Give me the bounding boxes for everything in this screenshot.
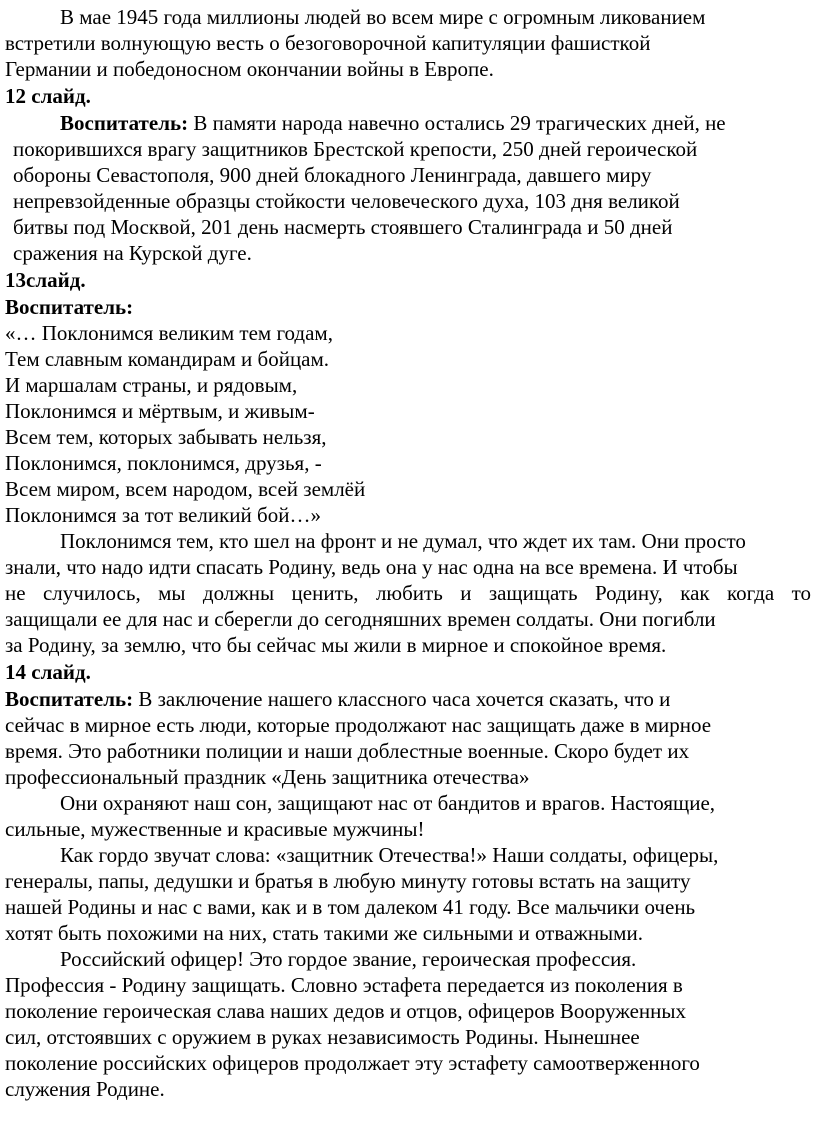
text-line: время. Это работники полиции и наши доблестные военные. Скоро будет их xyxy=(5,739,690,763)
text-line: сил, отстоявших с оружием в руках независимость Родины. Нынешнее xyxy=(5,1025,640,1049)
text-span: В памяти народа навечно остались 29 трагических дней, не xyxy=(188,111,726,135)
text-line: Поклонимся тем, кто шел на фронт и не думал, что ждет их там. Они просто xyxy=(60,529,746,553)
poem-line: «… Поклонимся великим тем годам, xyxy=(5,321,333,345)
poem-line: Поклонимся и мёртвым, и живым- xyxy=(5,399,315,423)
text-line: поколение героическая слава наших дедов и отцов, офицеров Вооруженных xyxy=(5,999,687,1023)
text-line xyxy=(60,110,726,136)
text-line: профессиональный праздник «День защитника отечества» xyxy=(5,765,530,789)
text-line: защищали ее для нас и сберегли до сегодняшних времен солдаты. Они погибли xyxy=(5,607,716,631)
text-line: Как гордо звучат слова: «защитник Отечества!» Наши солдаты, офицеры, xyxy=(60,843,719,867)
text-line: встретили волнующую весть о безоговорочной капитуляции фашисткой xyxy=(5,31,651,55)
text-line: за Родину, за землю, что бы сейчас мы жили в мирное и спокойное время. xyxy=(5,633,667,657)
text-line: обороны Севастополя, 900 дней блокадного Ленинграда, давшего миру xyxy=(13,163,652,187)
text-line: нашей Родины и нас с вами, как и в том далеком 41 году. Все мальчики очень xyxy=(5,895,696,919)
poem-line: Всем тем, которых забывать нельзя, xyxy=(5,425,327,449)
text-line: генералы, папы, дедушки и братья в любую минуту готовы встать на защиту xyxy=(5,869,691,893)
text-line: служения Родине. xyxy=(5,1077,165,1101)
text-line: непревзойденные образцы стойкости человеческого духа, 103 дня великой xyxy=(13,189,680,213)
text-line: поколение российских офицеров продолжает эту эстафету самоотверженного xyxy=(5,1051,700,1075)
poem-line: Поклонимся за тот великий бой…» xyxy=(5,503,321,527)
text-line: хотят быть похожими на них, стать такими же сильными и отважными. xyxy=(5,921,643,945)
text-line: Они охраняют наш сон, защищают нас от бандитов и врагов. Настоящие, xyxy=(60,791,716,815)
text-line: сейчас в мирное есть люди, которые продолжают нас защищать даже в мирное xyxy=(5,713,712,737)
slide-heading: 13слайд. xyxy=(5,268,86,292)
text-line: сражения на Курской дуге. xyxy=(13,241,252,265)
text-line: не случилось, мы должны ценить, любить и защищать Родину, как когда то xyxy=(5,581,811,605)
text-line: покорившихся врагу защитников Брестской крепости, 250 дней героической xyxy=(13,137,698,161)
speaker-label: Воспитатель: xyxy=(5,295,134,319)
speaker-label: Воспитатель: xyxy=(60,111,189,135)
text-span: В заключение нашего классного часа хочется сказать, что и xyxy=(133,687,671,711)
poem-line: И маршалам страны, и рядовым, xyxy=(5,373,298,397)
text-line: знали, что надо идти спасать Родину, ведь она у нас одна на все времена. И чтобы xyxy=(5,555,738,579)
speaker-label: Воспитатель: xyxy=(5,687,134,711)
poem-line: Тем славным командирам и бойцам. xyxy=(5,347,330,371)
text-line: Германии и победоносном окончании войны в Европе. xyxy=(5,57,494,81)
text-line: битвы под Москвой, 201 день насмерть стоявшего Сталинграда и 50 дней xyxy=(13,215,673,239)
text-line: Профессия - Родину защищать. Словно эстафета передается из поколения в xyxy=(5,973,683,997)
text-line: сильные, мужественные и красивые мужчины! xyxy=(5,817,425,841)
slide-heading: 12 слайд. xyxy=(5,84,91,108)
text-line: В мае 1945 года миллионы людей во всем мире с огромным ликованием xyxy=(60,5,706,29)
poem-line: Поклонимся, поклонимся, друзья, - xyxy=(5,451,322,475)
text-line: Российский офицер! Это гордое звание, героическая профессия. xyxy=(60,947,637,971)
slide-heading: 14 слайд. xyxy=(5,660,91,684)
text-line xyxy=(5,686,670,712)
poem-line: Всем миром, всем народом, всей землёй xyxy=(5,477,366,501)
